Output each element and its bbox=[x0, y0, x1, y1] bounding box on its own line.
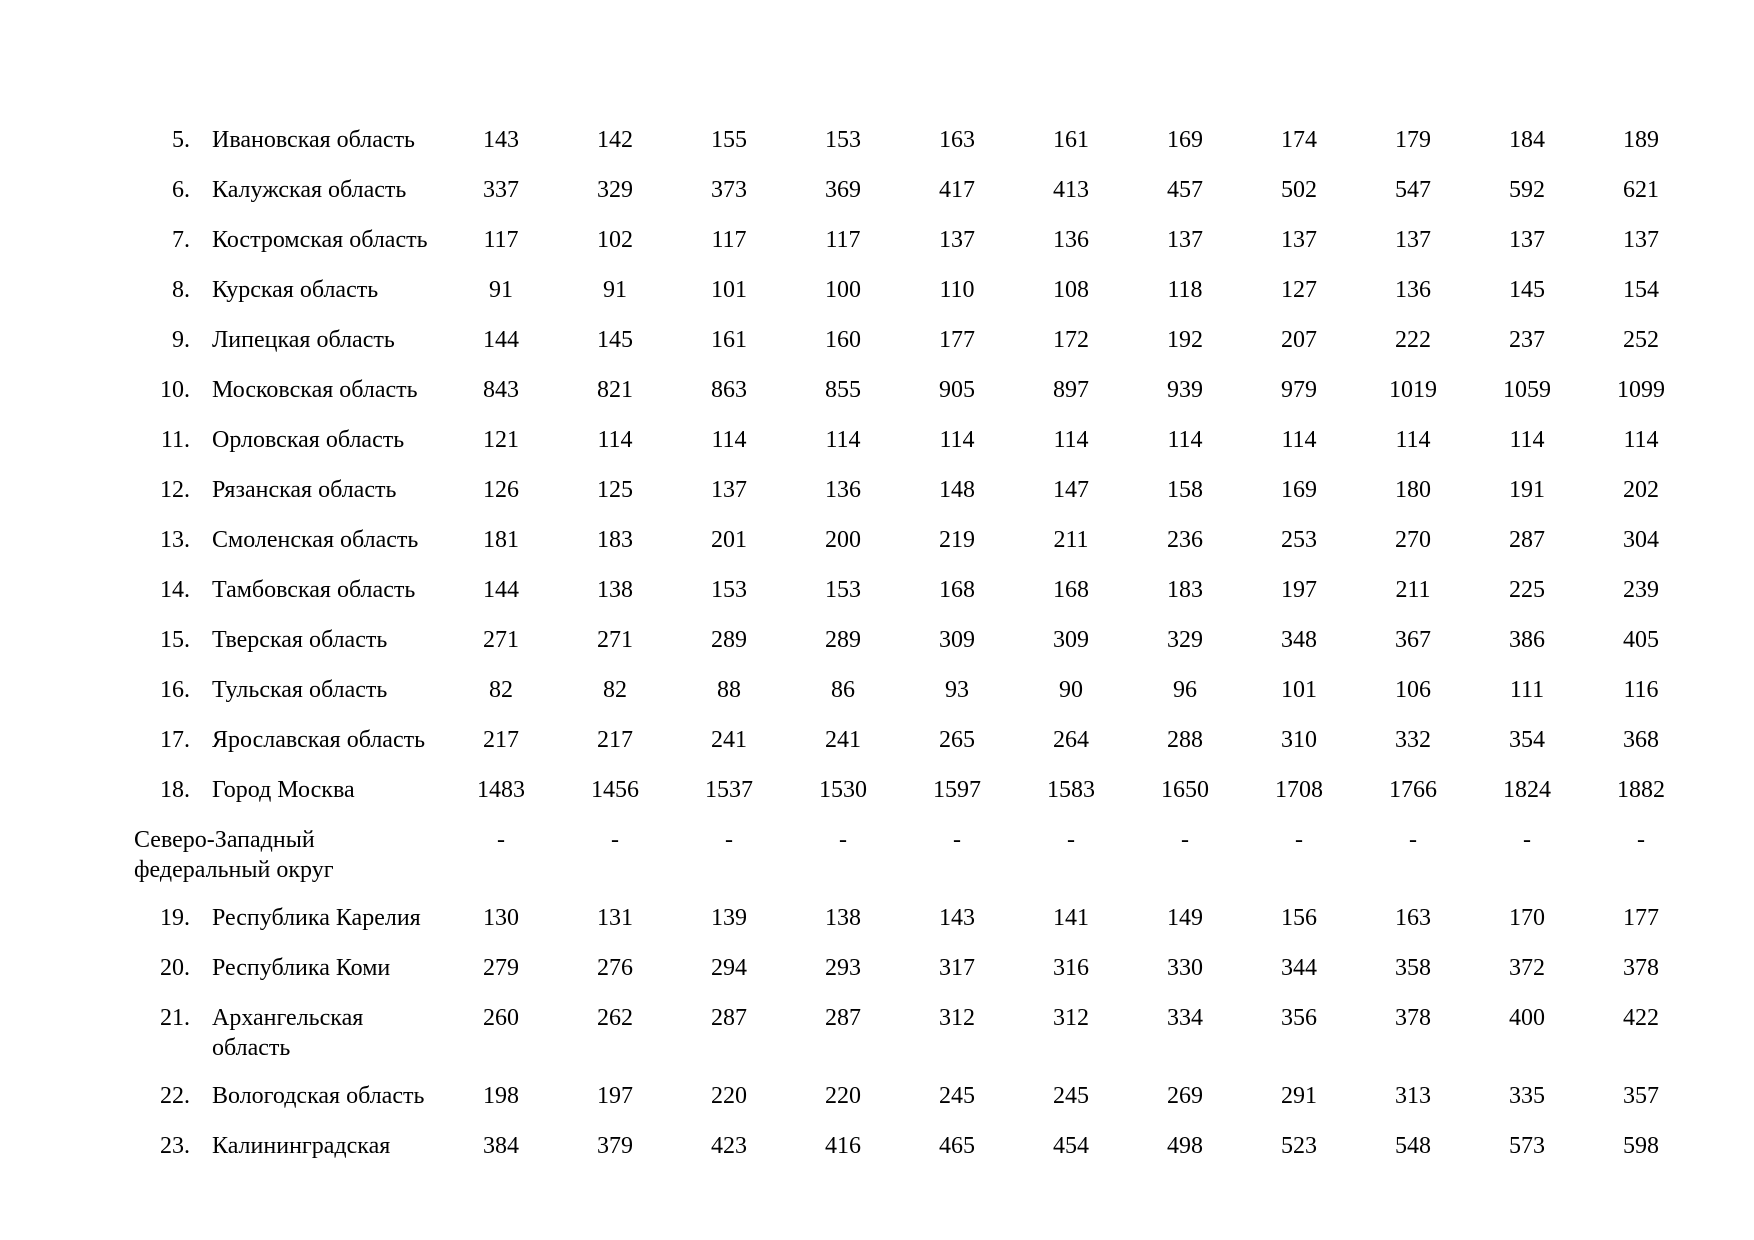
value-cell: 262 bbox=[597, 1005, 633, 1031]
value-cell: 163 bbox=[939, 127, 975, 153]
value-cell: 979 bbox=[1281, 377, 1317, 403]
value-cell: 153 bbox=[825, 127, 861, 153]
value-cell: 169 bbox=[1281, 477, 1317, 503]
table-row bbox=[150, 275, 1698, 325]
value-cell: 367 bbox=[1395, 627, 1431, 653]
value-cell: 245 bbox=[1053, 1083, 1089, 1109]
value-cell: 91 bbox=[603, 277, 627, 303]
value-cell: 131 bbox=[597, 905, 633, 931]
table-row bbox=[150, 425, 1698, 475]
value-cell: 114 bbox=[825, 427, 861, 453]
value-cell: 211 bbox=[1053, 527, 1089, 553]
value-cell: 127 bbox=[1281, 277, 1317, 303]
value-cell: 155 bbox=[711, 127, 747, 153]
table-row bbox=[150, 325, 1698, 375]
value-cell: 153 bbox=[711, 577, 747, 603]
value-cell: - bbox=[1637, 827, 1645, 853]
value-cell: 82 bbox=[603, 677, 627, 703]
value-cell: 207 bbox=[1281, 327, 1317, 353]
value-cell: 142 bbox=[597, 127, 633, 153]
value-cell: 184 bbox=[1509, 127, 1545, 153]
value-cell: 291 bbox=[1281, 1083, 1317, 1109]
region-name: Калужская область bbox=[212, 177, 407, 203]
table-row bbox=[150, 475, 1698, 525]
value-cell: 158 bbox=[1167, 477, 1203, 503]
value-cell: 211 bbox=[1395, 577, 1431, 603]
table-row bbox=[150, 175, 1698, 225]
value-cell: 111 bbox=[1509, 677, 1545, 703]
value-cell: 174 bbox=[1281, 127, 1317, 153]
value-cell: - bbox=[953, 827, 961, 853]
value-cell: 368 bbox=[1623, 727, 1659, 753]
value-cell: 276 bbox=[597, 955, 633, 981]
value-cell: 130 bbox=[483, 905, 519, 931]
value-cell: 220 bbox=[825, 1083, 861, 1109]
value-cell: - bbox=[1523, 827, 1531, 853]
table-row bbox=[150, 675, 1698, 725]
value-cell: 523 bbox=[1281, 1133, 1317, 1159]
row-number: 6. bbox=[172, 177, 190, 203]
value-cell: 270 bbox=[1395, 527, 1431, 553]
value-cell: 177 bbox=[1623, 905, 1659, 931]
table-row bbox=[150, 775, 1698, 825]
value-cell: 101 bbox=[1281, 677, 1317, 703]
value-cell: 96 bbox=[1173, 677, 1197, 703]
value-cell: 90 bbox=[1059, 677, 1083, 703]
value-cell: 417 bbox=[939, 177, 975, 203]
value-cell: 897 bbox=[1053, 377, 1089, 403]
row-number: 5. bbox=[172, 127, 190, 153]
value-cell: 114 bbox=[1053, 427, 1089, 453]
value-cell: 312 bbox=[939, 1005, 975, 1031]
value-cell: 114 bbox=[1509, 427, 1545, 453]
value-cell: 279 bbox=[483, 955, 519, 981]
value-cell: 117 bbox=[825, 227, 861, 253]
value-cell: 373 bbox=[711, 177, 747, 203]
value-cell: 121 bbox=[483, 427, 519, 453]
value-cell: 125 bbox=[597, 477, 633, 503]
table-row bbox=[150, 575, 1698, 625]
value-cell: 144 bbox=[483, 577, 519, 603]
value-cell: 137 bbox=[1623, 227, 1659, 253]
value-cell: 110 bbox=[939, 277, 975, 303]
value-cell: 200 bbox=[825, 527, 861, 553]
value-cell: 141 bbox=[1053, 905, 1089, 931]
value-cell: 413 bbox=[1053, 177, 1089, 203]
value-cell: 1708 bbox=[1275, 777, 1323, 803]
value-cell: 138 bbox=[825, 905, 861, 931]
value-cell: 225 bbox=[1509, 577, 1545, 603]
value-cell: - bbox=[725, 827, 733, 853]
region-name: Орловская область bbox=[212, 427, 405, 453]
value-cell: 287 bbox=[711, 1005, 747, 1031]
value-cell: 309 bbox=[939, 627, 975, 653]
value-cell: 114 bbox=[711, 427, 747, 453]
value-cell: 334 bbox=[1167, 1005, 1203, 1031]
value-cell: 219 bbox=[939, 527, 975, 553]
value-cell: - bbox=[1181, 827, 1189, 853]
value-cell: 422 bbox=[1623, 1005, 1659, 1031]
row-number: 22. bbox=[160, 1083, 190, 1109]
value-cell: 137 bbox=[1395, 227, 1431, 253]
value-cell: 369 bbox=[825, 177, 861, 203]
value-cell: 358 bbox=[1395, 955, 1431, 981]
value-cell: 1456 bbox=[591, 777, 639, 803]
table-row bbox=[150, 525, 1698, 575]
value-cell: 117 bbox=[483, 227, 519, 253]
region-name: Республика Карелия bbox=[212, 905, 421, 931]
value-cell: 1537 bbox=[705, 777, 753, 803]
row-number: 20. bbox=[160, 955, 190, 981]
value-cell: 312 bbox=[1053, 1005, 1089, 1031]
value-cell: 287 bbox=[1509, 527, 1545, 553]
value-cell: 304 bbox=[1623, 527, 1659, 553]
value-cell: 191 bbox=[1509, 477, 1545, 503]
statistics-table bbox=[134, 125, 1698, 1165]
value-cell: 100 bbox=[825, 277, 861, 303]
value-cell: 116 bbox=[1623, 677, 1659, 703]
value-cell: 202 bbox=[1623, 477, 1659, 503]
value-cell: 91 bbox=[489, 277, 513, 303]
value-cell: 177 bbox=[939, 327, 975, 353]
value-cell: 148 bbox=[939, 477, 975, 503]
value-cell: 454 bbox=[1053, 1133, 1089, 1159]
value-cell: 1583 bbox=[1047, 777, 1095, 803]
value-cell: 241 bbox=[825, 727, 861, 753]
value-cell: 86 bbox=[831, 677, 855, 703]
value-cell: 126 bbox=[483, 477, 519, 503]
value-cell: 313 bbox=[1395, 1083, 1431, 1109]
value-cell: 294 bbox=[711, 955, 747, 981]
value-cell: 330 bbox=[1167, 955, 1203, 981]
value-cell: 137 bbox=[1509, 227, 1545, 253]
region-name: Архангельская область bbox=[212, 1005, 364, 1061]
value-cell: 82 bbox=[489, 677, 513, 703]
value-cell: 169 bbox=[1167, 127, 1203, 153]
region-name: Вологодская область bbox=[212, 1083, 425, 1109]
value-cell: 329 bbox=[1167, 627, 1203, 653]
value-cell: 197 bbox=[1281, 577, 1317, 603]
value-cell: 329 bbox=[597, 177, 633, 203]
value-cell: 271 bbox=[483, 627, 519, 653]
value-cell: 201 bbox=[711, 527, 747, 553]
value-cell: 161 bbox=[1053, 127, 1089, 153]
value-cell: 863 bbox=[711, 377, 747, 403]
value-cell: 1766 bbox=[1389, 777, 1437, 803]
value-cell: 423 bbox=[711, 1133, 747, 1159]
value-cell: 547 bbox=[1395, 177, 1431, 203]
table-row bbox=[150, 1081, 1698, 1131]
value-cell: 108 bbox=[1053, 277, 1089, 303]
value-cell: 136 bbox=[825, 477, 861, 503]
value-cell: 114 bbox=[1395, 427, 1431, 453]
value-cell: 192 bbox=[1167, 327, 1203, 353]
value-cell: 264 bbox=[1053, 727, 1089, 753]
value-cell: 855 bbox=[825, 377, 861, 403]
table-row bbox=[150, 225, 1698, 275]
value-cell: 372 bbox=[1509, 955, 1545, 981]
value-cell: 154 bbox=[1623, 277, 1659, 303]
value-cell: 136 bbox=[1053, 227, 1089, 253]
value-cell: 147 bbox=[1053, 477, 1089, 503]
value-cell: - bbox=[611, 827, 619, 853]
value-cell: 239 bbox=[1623, 577, 1659, 603]
value-cell: - bbox=[1409, 827, 1417, 853]
value-cell: 114 bbox=[939, 427, 975, 453]
value-cell: 1483 bbox=[477, 777, 525, 803]
value-cell: 222 bbox=[1395, 327, 1431, 353]
value-cell: 217 bbox=[483, 727, 519, 753]
value-cell: 271 bbox=[597, 627, 633, 653]
value-cell: 843 bbox=[483, 377, 519, 403]
value-cell: 183 bbox=[597, 527, 633, 553]
value-cell: 236 bbox=[1167, 527, 1203, 553]
region-name: Костромская область bbox=[212, 227, 428, 253]
value-cell: 197 bbox=[597, 1083, 633, 1109]
value-cell: 253 bbox=[1281, 527, 1317, 553]
table-row bbox=[150, 125, 1698, 175]
value-cell: 405 bbox=[1623, 627, 1659, 653]
value-cell: 168 bbox=[1053, 577, 1089, 603]
value-cell: 289 bbox=[825, 627, 861, 653]
value-cell: 289 bbox=[711, 627, 747, 653]
value-cell: 180 bbox=[1395, 477, 1431, 503]
value-cell: - bbox=[1295, 827, 1303, 853]
row-number: 14. bbox=[160, 577, 190, 603]
table-body bbox=[134, 125, 1698, 1165]
value-cell: 137 bbox=[711, 477, 747, 503]
region-name: Московская область bbox=[212, 377, 418, 403]
value-cell: 357 bbox=[1623, 1083, 1659, 1109]
value-cell: 168 bbox=[939, 577, 975, 603]
row-number: 11. bbox=[160, 427, 190, 453]
value-cell: 114 bbox=[1281, 427, 1317, 453]
value-cell: 457 bbox=[1167, 177, 1203, 203]
value-cell: 139 bbox=[711, 905, 747, 931]
value-cell: 416 bbox=[825, 1133, 861, 1159]
row-number: 21. bbox=[160, 1005, 190, 1031]
value-cell: 354 bbox=[1509, 727, 1545, 753]
value-cell: 386 bbox=[1509, 627, 1545, 653]
value-cell: 114 bbox=[597, 427, 633, 453]
value-cell: 344 bbox=[1281, 955, 1317, 981]
value-cell: 379 bbox=[597, 1133, 633, 1159]
value-cell: 1824 bbox=[1503, 777, 1551, 803]
value-cell: 1597 bbox=[933, 777, 981, 803]
value-cell: 137 bbox=[939, 227, 975, 253]
value-cell: 144 bbox=[483, 327, 519, 353]
table-row bbox=[150, 375, 1698, 425]
row-number: 17. bbox=[160, 727, 190, 753]
region-name: Липецкая область bbox=[212, 327, 395, 353]
value-cell: 153 bbox=[825, 577, 861, 603]
value-cell: 143 bbox=[483, 127, 519, 153]
value-cell: 337 bbox=[483, 177, 519, 203]
value-cell: 1530 bbox=[819, 777, 867, 803]
value-cell: 384 bbox=[483, 1133, 519, 1159]
value-cell: 598 bbox=[1623, 1133, 1659, 1159]
value-cell: 220 bbox=[711, 1083, 747, 1109]
value-cell: 269 bbox=[1167, 1083, 1203, 1109]
row-number: 19. bbox=[160, 905, 190, 931]
value-cell: 905 bbox=[939, 377, 975, 403]
value-cell: 114 bbox=[1167, 427, 1203, 453]
table-row bbox=[150, 1131, 1698, 1165]
value-cell: 136 bbox=[1395, 277, 1431, 303]
value-cell: 502 bbox=[1281, 177, 1317, 203]
value-cell: 592 bbox=[1509, 177, 1545, 203]
value-cell: 88 bbox=[717, 677, 741, 703]
value-cell: 137 bbox=[1281, 227, 1317, 253]
value-cell: 287 bbox=[825, 1005, 861, 1031]
value-cell: 821 bbox=[597, 377, 633, 403]
value-cell: 172 bbox=[1053, 327, 1089, 353]
value-cell: 161 bbox=[711, 327, 747, 353]
region-name: Город Москва bbox=[212, 777, 355, 803]
value-cell: 137 bbox=[1167, 227, 1203, 253]
value-cell: 548 bbox=[1395, 1133, 1431, 1159]
value-cell: 621 bbox=[1623, 177, 1659, 203]
row-number: 13. bbox=[160, 527, 190, 553]
value-cell: 217 bbox=[597, 727, 633, 753]
value-cell: 335 bbox=[1509, 1083, 1545, 1109]
value-cell: 245 bbox=[939, 1083, 975, 1109]
table-section-header-row bbox=[150, 825, 1698, 903]
value-cell: 939 bbox=[1167, 377, 1203, 403]
value-cell: 316 bbox=[1053, 955, 1089, 981]
value-cell: 252 bbox=[1623, 327, 1659, 353]
row-number: 15. bbox=[160, 627, 190, 653]
value-cell: 160 bbox=[825, 327, 861, 353]
value-cell: 1059 bbox=[1503, 377, 1551, 403]
value-cell: 198 bbox=[483, 1083, 519, 1109]
value-cell: 1650 bbox=[1161, 777, 1209, 803]
value-cell: 114 bbox=[1623, 427, 1659, 453]
value-cell: - bbox=[1067, 827, 1075, 853]
table-row bbox=[150, 1003, 1698, 1081]
row-number: 12. bbox=[160, 477, 190, 503]
value-cell: 93 bbox=[945, 677, 969, 703]
value-cell: 1099 bbox=[1617, 377, 1665, 403]
value-cell: 309 bbox=[1053, 627, 1089, 653]
value-cell: 332 bbox=[1395, 727, 1431, 753]
value-cell: 118 bbox=[1167, 277, 1203, 303]
value-cell: 498 bbox=[1167, 1133, 1203, 1159]
table-row bbox=[150, 625, 1698, 675]
value-cell: 181 bbox=[483, 527, 519, 553]
value-cell: - bbox=[839, 827, 847, 853]
value-cell: 170 bbox=[1509, 905, 1545, 931]
value-cell: 149 bbox=[1167, 905, 1203, 931]
value-cell: 156 bbox=[1281, 905, 1317, 931]
value-cell: 310 bbox=[1281, 727, 1317, 753]
region-name: Курская область bbox=[212, 277, 379, 303]
row-number: 8. bbox=[172, 277, 190, 303]
value-cell: - bbox=[497, 827, 505, 853]
row-number: 18. bbox=[160, 777, 190, 803]
region-name: Тамбовская область bbox=[212, 577, 416, 603]
value-cell: 189 bbox=[1623, 127, 1659, 153]
value-cell: 117 bbox=[711, 227, 747, 253]
value-cell: 400 bbox=[1509, 1005, 1545, 1031]
value-cell: 288 bbox=[1167, 727, 1203, 753]
row-number: 23. bbox=[160, 1133, 190, 1159]
value-cell: 138 bbox=[597, 577, 633, 603]
value-cell: 145 bbox=[1509, 277, 1545, 303]
value-cell: 241 bbox=[711, 727, 747, 753]
value-cell: 465 bbox=[939, 1133, 975, 1159]
table-row bbox=[150, 903, 1698, 953]
value-cell: 163 bbox=[1395, 905, 1431, 931]
region-name: Смоленская область bbox=[212, 527, 419, 553]
value-cell: 102 bbox=[597, 227, 633, 253]
value-cell: 1882 bbox=[1617, 777, 1665, 803]
region-name: Республика Коми bbox=[212, 955, 391, 981]
row-number: 7. bbox=[172, 227, 190, 253]
value-cell: 378 bbox=[1395, 1005, 1431, 1031]
value-cell: 317 bbox=[939, 955, 975, 981]
value-cell: 145 bbox=[597, 327, 633, 353]
value-cell: 143 bbox=[939, 905, 975, 931]
row-number: 16. bbox=[160, 677, 190, 703]
table-row bbox=[150, 953, 1698, 1003]
row-number: 10. bbox=[160, 377, 190, 403]
value-cell: 378 bbox=[1623, 955, 1659, 981]
region-name: Ивановская область bbox=[212, 127, 416, 153]
value-cell: 183 bbox=[1167, 577, 1203, 603]
value-cell: 106 bbox=[1395, 677, 1431, 703]
value-cell: 265 bbox=[939, 727, 975, 753]
region-name: Тульская область bbox=[212, 677, 388, 703]
value-cell: 573 bbox=[1509, 1133, 1545, 1159]
section-header-label: Северо-Западный федеральный округ bbox=[134, 827, 334, 883]
row-number: 9. bbox=[172, 327, 190, 353]
value-cell: 101 bbox=[711, 277, 747, 303]
region-name: Рязанская область bbox=[212, 477, 397, 503]
table-row bbox=[150, 725, 1698, 775]
region-name: Ярославская область bbox=[212, 727, 426, 753]
value-cell: 293 bbox=[825, 955, 861, 981]
value-cell: 356 bbox=[1281, 1005, 1317, 1031]
value-cell: 348 bbox=[1281, 627, 1317, 653]
region-name: Калининградская bbox=[212, 1133, 391, 1159]
value-cell: 179 bbox=[1395, 127, 1431, 153]
region-name: Тверская область bbox=[212, 627, 388, 653]
value-cell: 237 bbox=[1509, 327, 1545, 353]
value-cell: 1019 bbox=[1389, 377, 1437, 403]
value-cell: 260 bbox=[483, 1005, 519, 1031]
